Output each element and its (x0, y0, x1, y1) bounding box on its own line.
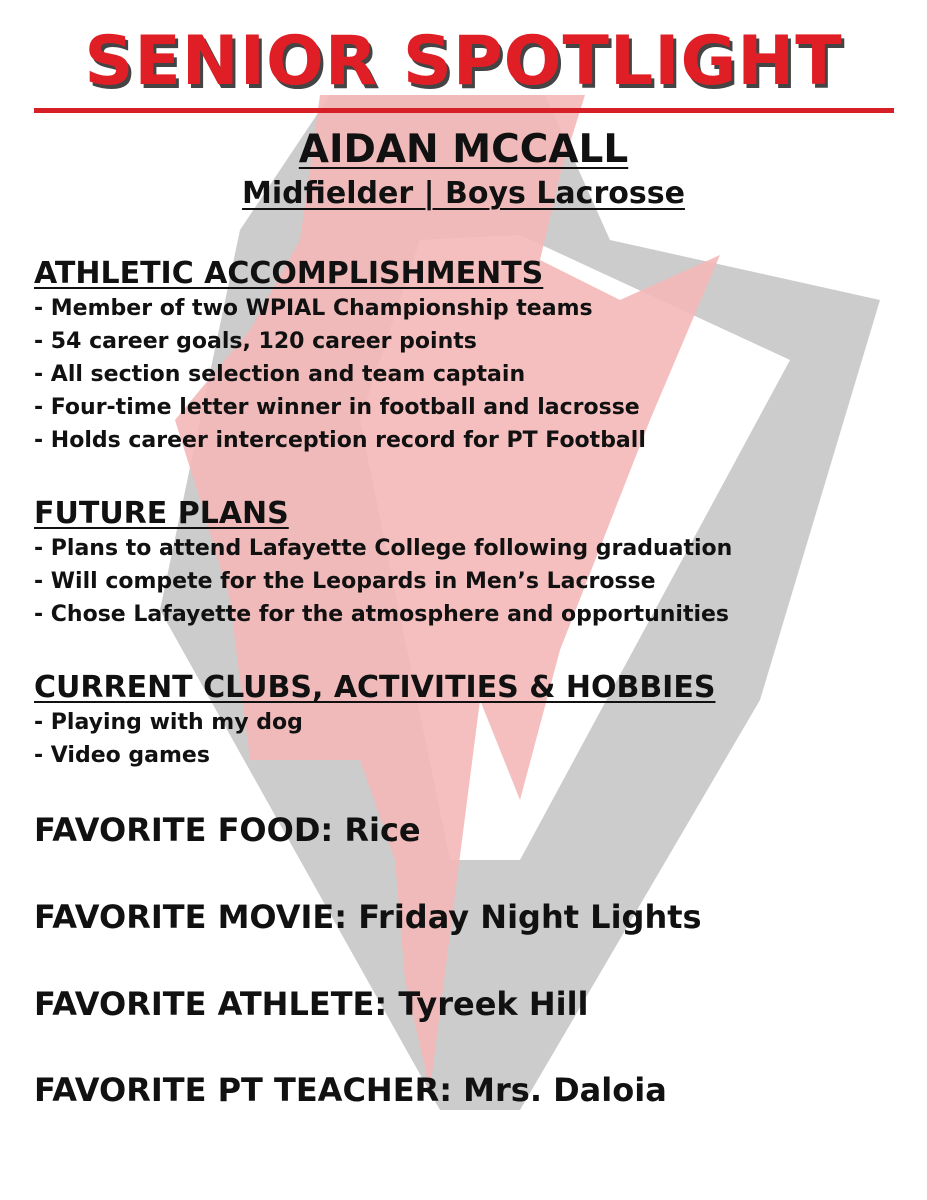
future-heading: FUTURE PLANS (34, 496, 289, 531)
clubs-section (34, 670, 914, 772)
list-item: - Holds career interception record for PT Football (34, 428, 646, 453)
athlete-name: AIDAN MCCALL (298, 127, 629, 172)
athletic-accomplishments-section (34, 256, 914, 457)
list-item: - Video games (34, 743, 210, 768)
list-item: - Plans to attend Lafayette College following graduation (34, 536, 733, 561)
list-item: - Playing with my dog (34, 710, 303, 735)
spotlight-title: SENIOR SPOTLIGHT (84, 22, 843, 101)
favorite-teacher: FAVORITE PT TEACHER: Mrs. Daloia (34, 1071, 667, 1109)
favorite-movie: FAVORITE MOVIE: Friday Night Lights (34, 898, 702, 936)
list-item: - 54 career goals, 120 career points (34, 329, 477, 354)
list-item: - Member of two WPIAL Championship teams (34, 296, 593, 321)
future-plans-section (34, 496, 914, 631)
clubs-heading: CURRENT CLUBS, ACTIVITIES & HOBBIES (34, 670, 716, 705)
title-divider (34, 108, 894, 113)
favorite-food: FAVORITE FOOD: Rice (34, 811, 421, 849)
list-item: - Will compete for the Leopards in Men’s Lacrosse (34, 569, 656, 594)
favorite-athlete: FAVORITE ATHLETE: Tyreek Hill (34, 985, 589, 1023)
list-item: - Chose Lafayette for the atmosphere and opportunities (34, 602, 730, 627)
list-item: - Four-time letter winner in football and lacrosse (34, 395, 640, 420)
athlete-role: Midfielder | Boys Lacrosse (242, 176, 685, 211)
athletic-heading: ATHLETIC ACCOMPLISHMENTS (34, 256, 544, 291)
list-item: - All section selection and team captain (34, 362, 526, 387)
